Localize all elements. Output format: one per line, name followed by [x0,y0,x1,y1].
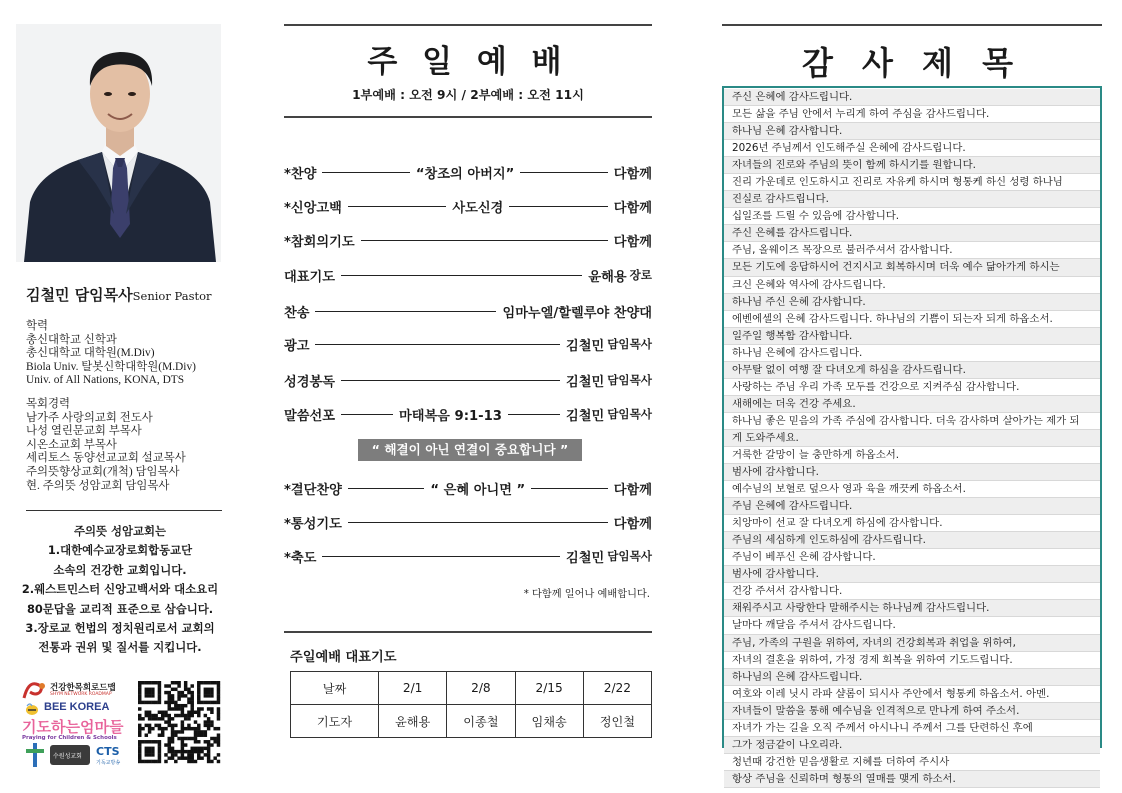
church-logo-text: 수원성교회 [53,753,82,760]
career-item: 세리토스 동양선교교회 설교목사 [26,452,186,465]
order-leader-line [531,488,608,489]
order-label: *찬양 [284,166,317,182]
statement-line: 2.웨스트민스터 신앙고백서와 대소요리 [21,582,219,597]
prayer-rule [284,631,652,633]
career-item: 나성 열린문교회 부목사 [26,425,142,438]
career-heading: 목회경력 [26,398,71,410]
pastor-portrait-illustration [16,24,221,262]
praying-moms-logo-text: 기도하는엄마들 [22,718,124,736]
thanks-item: 여호와 이레 닛시 라파 샬롬이 되시사 주안에서 형통케 하옵소서. 아멘. [724,686,1100,703]
thanks-item: 주님이 베푸신 은혜 감사합니다. [724,549,1100,566]
order-leader: 김철민 [565,550,605,566]
order-row [284,404,652,424]
order-leader: 김철민 [565,338,605,354]
thanksgiving-list [722,86,1102,785]
order-row [284,512,652,532]
cts-logo-sub: 기독교방송 [96,760,121,766]
prayer-schedule-title: 주일예배 대표기도 [290,650,397,665]
education-list [26,320,196,388]
thanks-item: 자녀들의 진로와 주님의 뜻이 함께 하시기를 원합니다. [724,157,1100,174]
thanks-item: 청년때 강건한 믿음생활로 지혜를 더하여 주시사 [724,754,1100,771]
church-statement [16,522,224,658]
order-leader-line [509,206,607,207]
qr-code-icon[interactable] [138,681,220,763]
order-label: 광고 [284,338,310,354]
order-leader: 다함께 [613,200,653,216]
bee-korea-logo-text: BEE KOREA [44,701,110,713]
thanks-item: 하나님 좋은 믿음의 가족 주심에 감사합니다. 더욱 감사하며 살아가는 제가 되 [724,413,1100,430]
education-item: Univ. of All Nations, KONA, DTS [26,374,185,387]
thanks-item: 하나님 은혜에 감사드립니다. [724,345,1100,362]
career-item: 남가주 사랑의교회 전도사 [26,411,153,424]
statement-line: 소속의 건강한 교회입니다. [53,562,187,577]
thanks-item: 일주일 행복함 감사합니다. [724,328,1100,345]
order-row [284,334,652,354]
order-leader-role: 담임목사 [607,549,652,563]
left-column [16,24,224,774]
thanks-item: 거룩한 갈망이 늘 충만하게 하옵소서. [724,447,1100,464]
praying-moms-logo-sub: Praying for Children & Schools [22,735,117,741]
order-leader-role: 장로 [629,268,652,282]
thanks-item: 모든 삶을 주님 안에서 누리게 하여 주심을 감사드립니다. [724,106,1100,123]
order-leader-line [341,275,582,276]
order-leader-line [361,240,608,241]
top-rule [284,24,652,26]
order-row [284,301,652,321]
thanks-item: 진실로 감사드립니다. [724,191,1100,208]
order-row [284,162,652,182]
thanks-item: 진리 가운데로 인도하시고 진리로 자유케 하시며 형통케 하신 성령 하나님 [724,174,1100,191]
order-row [284,370,652,390]
thanks-item: 하나님 은혜 감사합니다. [724,123,1100,140]
order-row [284,230,652,250]
thanks-item: 주신 은혜에 감사드립니다. [724,89,1100,106]
order-leader: 임마누엘/할렐루야 찬양대 [502,305,652,321]
order-label: 말씀선포 [284,408,335,424]
thanks-item: 게 도와주세요. [724,430,1100,447]
career-item: 주의뜻향상교회(개척) 담임목사 [26,465,180,478]
order-leader-line [341,414,393,415]
thanksgiving-column [722,24,1102,785]
thanks-item: 자녀의 결혼을 위하여, 가정 경제 회복을 위하여 기도드립니다. [724,652,1100,669]
thanks-item: 자녀가 가는 길을 오직 주께서 아시나니 주께서 그를 단련하신 후에 [724,720,1100,737]
times-rule [284,116,652,118]
thanks-item: 하나님의 은혜 감사드립니다. [724,669,1100,686]
date-cell: 2/8 [447,672,515,705]
thanks-item: 항상 주님을 신뢰하며 형통의 열매를 맺게 하소서. [724,771,1100,788]
order-label: *참회의기도 [284,234,355,250]
left-divider [26,510,222,511]
order-leader-line [315,311,496,312]
order-row [284,196,652,216]
cts-logo-text: CTS [96,745,120,758]
thanks-item: 채워주시고 사랑한다 말해주시는 하나님께 감사드립니다. [724,600,1100,617]
education-heading: 학력 [26,320,49,332]
order-leader: 김철민 [565,408,605,424]
thanks-item: 주님, 가족의 구원을 위하여, 자녀의 건강회복과 취업을 위하여, [724,635,1100,652]
order-row [284,265,652,285]
career-item: 현. 주의뜻 성암교회 담임목사 [26,479,170,492]
thanks-item: 에벤에셀의 은혜 감사드립니다. 하나님의 기쁨이 되는자 되게 하옵소서. [724,311,1100,328]
thanks-item: 범사에 감사합니다. [724,464,1100,481]
roadmap-logo-sub: SHYM NETWORK ROADMAP [50,692,112,697]
standing-note: * 다함께 일어나 예배합니다. [523,589,650,600]
date-header: 날짜 [291,672,379,705]
prayer-cell: 임채송 [515,705,583,738]
bee-logo-icon [24,701,40,715]
order-leader-role: 담임목사 [607,337,652,351]
worship-order-column [284,24,652,774]
order-item: 마태복음 9:1-13 [398,408,502,424]
table-row [291,705,652,738]
career-item: 시온소교회 부목사 [26,438,117,451]
roadmap-logo-text: 건강한목회로드맵 [50,683,116,693]
date-cell: 2/22 [583,672,651,705]
thanks-item: 예수님의 보혈로 덮으사 영과 육을 깨끗케 하옵소서. [724,481,1100,498]
order-label: *축도 [284,550,317,566]
order-label: *통성기도 [284,516,342,532]
order-row [284,546,652,566]
order-item: 사도신경 [452,200,504,216]
order-leader-role: 담임목사 [607,407,652,421]
sermon-theme: “ 해결이 아닌 연결이 중요합니다 ” [358,439,582,461]
order-leader: 다함께 [613,166,652,182]
order-leader: 다함께 [613,482,653,498]
thanks-item: 치앙마이 선교 잘 다녀오게 하심에 감사합니다. [724,515,1100,532]
thanks-item: 주신 은혜를 감사드립니다. [724,225,1100,242]
order-leader: 윤해용 [588,269,627,285]
partner-logos [20,679,220,771]
order-leader: 김철민 [565,374,605,390]
order-leader-line [348,522,608,523]
order-leader-line [508,414,560,415]
education-item: 총신대학교 신학과 [26,333,117,346]
order-label: 찬송 [284,305,310,321]
thanks-item: 아무탈 없이 여행 잘 다녀오게 하심을 감사드립니다. [724,362,1100,379]
thanks-item: 주님, 올웨이즈 목장으로 불러주셔서 감사합니다. [724,242,1100,259]
date-cell: 2/1 [379,672,447,705]
order-leader: 다함께 [613,234,652,250]
statement-line: 80문답을 교리적 표준으로 삼습니다. [26,601,214,616]
statement-line: 주의뜻 성암교회는 [74,524,166,538]
order-leader-role: 담임목사 [607,373,652,387]
thanks-item: 범사에 감사합니다. [724,566,1100,583]
statement-line: 3.장로교 헌법의 정치원리로서 교회의 [25,621,215,636]
thanksgiving-title: 감 사 제 목 [801,44,1023,82]
career-list [26,398,186,493]
thanks-item: 크신 은혜와 역사에 감사드립니다. [724,277,1100,294]
thanks-item: 모든 기도에 응답하시어 건지시고 회복하시며 더욱 예수 닮아가게 하시는 [724,259,1100,276]
thanks-item: 그가 정금같이 나오리라. [724,737,1100,754]
prayer-cell: 이종철 [447,705,515,738]
roadmap-logo-icon [22,680,48,700]
thanks-item: 사랑하는 주님 우리 가족 모두를 건강으로 지켜주심 감사합니다. [724,379,1100,396]
order-leader-line [322,556,560,557]
pastor-title-en: Senior Pastor [132,289,212,303]
order-label: 성경봉독 [284,374,335,390]
date-cell: 2/15 [515,672,583,705]
pastor-name [26,284,212,305]
education-item: 총신대학교 대학원(M.Div) [26,347,155,360]
order-label: *신앙고백 [284,200,342,216]
order-item: “창조의 아버지” [415,166,515,182]
order-leader-line [315,344,559,345]
worship-times: 1부예배 : 오전 9시 / 2부예배 : 오전 11시 [352,88,584,102]
order-leader-line [348,206,446,207]
thanks-item: 날마다 깨달음 주셔서 감사드립니다. [724,617,1100,634]
order-item: “ 은혜 아니면 ” [430,482,526,498]
order-leader-line [348,488,425,489]
order-label: 대표기도 [284,269,335,285]
education-item: Biola Univ. 탈봇신학대학원(M.Div) [26,360,196,373]
prayer-cell: 윤해용 [379,705,447,738]
pastor-name-kr: 김철민 담임목사 [26,286,133,304]
church-logo-icon [26,743,44,767]
order-leader-line [520,172,608,173]
thanks-item: 주님 은혜에 감사드립니다. [724,498,1100,515]
thanks-item: 십일조를 드릴 수 있음에 감사합니다. [724,208,1100,225]
prayer-cell: 정인철 [583,705,651,738]
statement-line: 1.대한예수교장로회합동교단 [47,543,193,558]
prayer-header: 기도자 [291,705,379,738]
order-leader-line [341,380,560,381]
statement-line: 전통과 권위 및 질서를 지킵니다. [38,640,202,655]
order-label: *결단찬양 [284,482,342,498]
order-leader: 다함께 [613,516,652,532]
table-row [291,672,652,705]
thanks-item: 주님의 세심하게 인도하심에 감사드립니다. [724,532,1100,549]
prayer-schedule-table [290,671,652,738]
thanks-item: 자녀들이 말씀을 통해 예수님을 인격적으로 만나게 하여 주소서. [724,703,1100,720]
order-leader-line [322,172,410,173]
thanks-item: 하나님 주신 은혜 감사합니다. [724,294,1100,311]
thanks-item: 2026년 주님께서 인도해주실 은혜에 감사드립니다. [724,140,1100,157]
thanks-item: 새해에는 더욱 건강 주세요. [724,396,1100,413]
right-top-rule [722,24,1102,26]
order-row [284,478,652,498]
thanks-item: 건강 주셔서 감사합니다. [724,583,1100,600]
pastor-photo [16,24,221,262]
worship-title: 주 일 예 배 [367,44,569,80]
